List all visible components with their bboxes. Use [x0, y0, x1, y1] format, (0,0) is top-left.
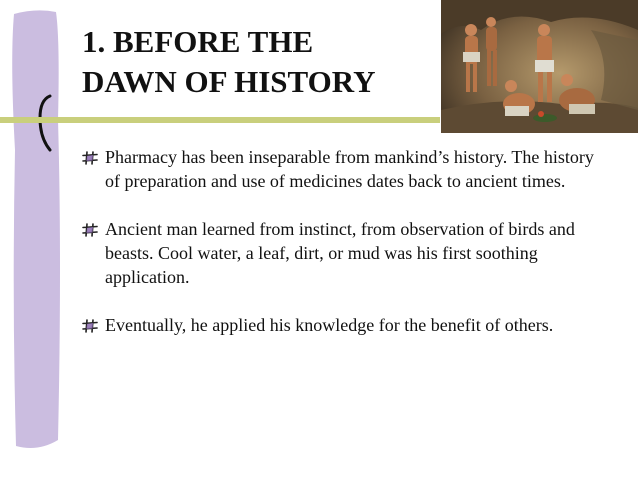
bullet-list — [82, 145, 612, 361]
hash-icon — [82, 150, 98, 166]
slide-title — [82, 22, 432, 102]
title-line-1: 1. BEFORE THE — [82, 24, 314, 59]
left-decorative-band — [0, 0, 80, 478]
accent-rule — [0, 117, 440, 123]
prehistoric-cave-image — [441, 0, 638, 133]
bullet-item — [82, 217, 612, 289]
title-line-2: DAWN OF HISTORY — [82, 64, 376, 99]
bullet-text: Pharmacy has been inseparable from mankind’s history. The history of preparation and use of medicines dates back to ancient times. — [105, 147, 594, 191]
hash-icon — [82, 222, 98, 238]
bullet-item — [82, 313, 612, 337]
bullet-text: Eventually, he applied his knowledge for the benefit of others. — [105, 315, 554, 335]
bullet-item — [82, 145, 612, 193]
hash-icon — [82, 318, 98, 334]
bullet-text: Ancient man learned from instinct, from observation of birds and beasts. Cool water, a leaf, dirt, or mud was his first soothing application. — [105, 219, 575, 287]
